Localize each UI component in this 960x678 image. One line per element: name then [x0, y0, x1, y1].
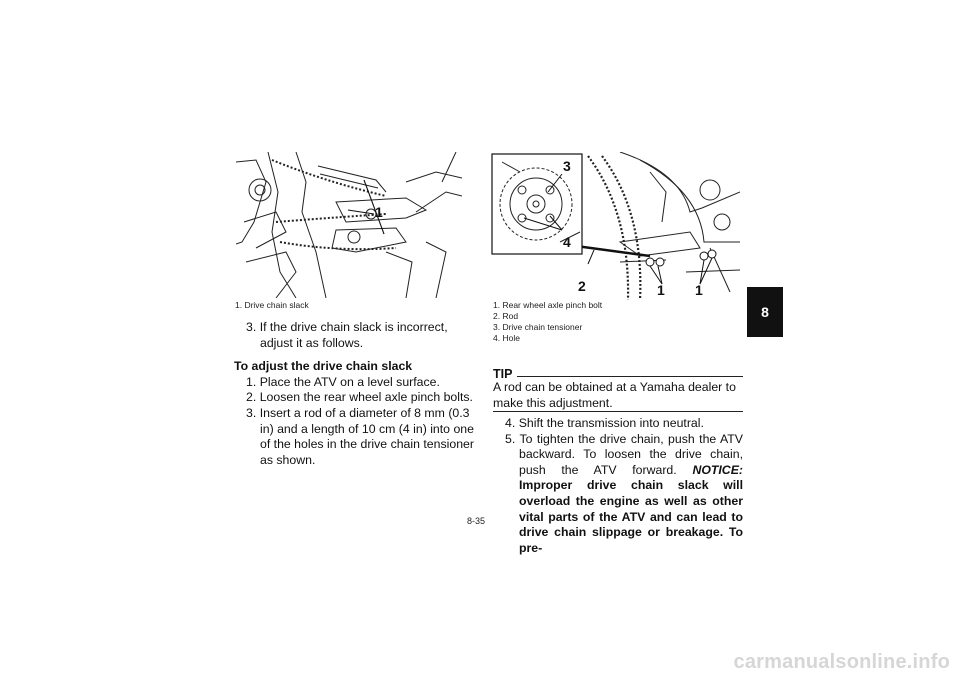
drive-chain-illustration — [236, 152, 462, 298]
step-text: Insert a rod of a diameter of 8 mm (0.3 in) and a length of 10 cm (4 in) into one of the holes in the drive chain tensioner as shown. — [259, 405, 474, 467]
tip-rule-bottom — [493, 411, 743, 412]
tensioner-illustration — [490, 152, 740, 300]
step-number: 4. — [505, 416, 516, 430]
right-figure-caption — [493, 300, 602, 344]
callout-3: 3 — [563, 158, 571, 174]
step-number: 1. — [246, 374, 257, 389]
step-3-insert-rod — [234, 406, 474, 468]
caption-line: 3. Drive chain tensioner — [493, 322, 583, 332]
chapter-tab: 8 — [747, 287, 783, 337]
step-text: To tighten the drive chain, push the ATV backward. To loosen the drive chain, push the ATV forward. — [519, 431, 743, 477]
step-5 — [493, 432, 743, 557]
caption-line: 1. Rear wheel axle pinch bolt — [493, 300, 603, 310]
step-2 — [234, 390, 474, 406]
step-number: 3. — [246, 405, 257, 420]
step-number: 3. — [246, 320, 257, 334]
step-text: Shift the transmission into neutral. — [518, 416, 704, 430]
caption-line: 4. Hole — [493, 333, 520, 343]
right-text-column — [493, 416, 743, 556]
callout-1: 1 — [375, 204, 383, 220]
caption-line: 1. Drive chain slack — [235, 300, 309, 310]
tip-text: A rod can be obtained at a Yamaha dealer to make this adjustment. — [493, 380, 736, 410]
callout-4: 4 — [563, 234, 571, 250]
page-number: 8-35 — [467, 516, 486, 526]
notice-label: NOTICE: — [692, 462, 743, 477]
tip-label: TIP — [493, 367, 513, 381]
watermark: carmanualsonline.info — [733, 651, 950, 673]
step-number: 5. — [505, 431, 516, 446]
subheading-adjust-chain: To adjust the drive chain slack — [234, 359, 413, 374]
tip-block — [493, 365, 743, 411]
left-figure-caption — [235, 300, 309, 311]
figure-drive-chain-slack — [236, 152, 462, 298]
notice-text: Improper drive chain slack will overload the engine as well as other vital parts of the ATV and can lead to drive chain slippage or breakage. To pre- — [519, 478, 743, 555]
step-3-incorrect-slack — [234, 320, 474, 351]
step-text: Place the ATV on a level surface. — [259, 374, 440, 389]
left-text-column — [234, 320, 474, 468]
figure-chain-tensioner — [490, 152, 740, 300]
step-number: 2. — [246, 390, 257, 405]
callout-2: 2 — [578, 278, 586, 294]
callout-1b: 1 — [695, 282, 703, 298]
step-1 — [234, 375, 474, 391]
callout-1a: 1 — [657, 282, 665, 298]
step-text: If the drive chain slack is incorrect, adjust it as follows. — [259, 320, 448, 350]
step-text: Loosen the rear wheel axle pinch bolts. — [259, 390, 473, 405]
caption-line: 2. Rod — [493, 311, 519, 321]
step-4 — [493, 416, 743, 432]
tip-rule-top — [517, 376, 743, 377]
